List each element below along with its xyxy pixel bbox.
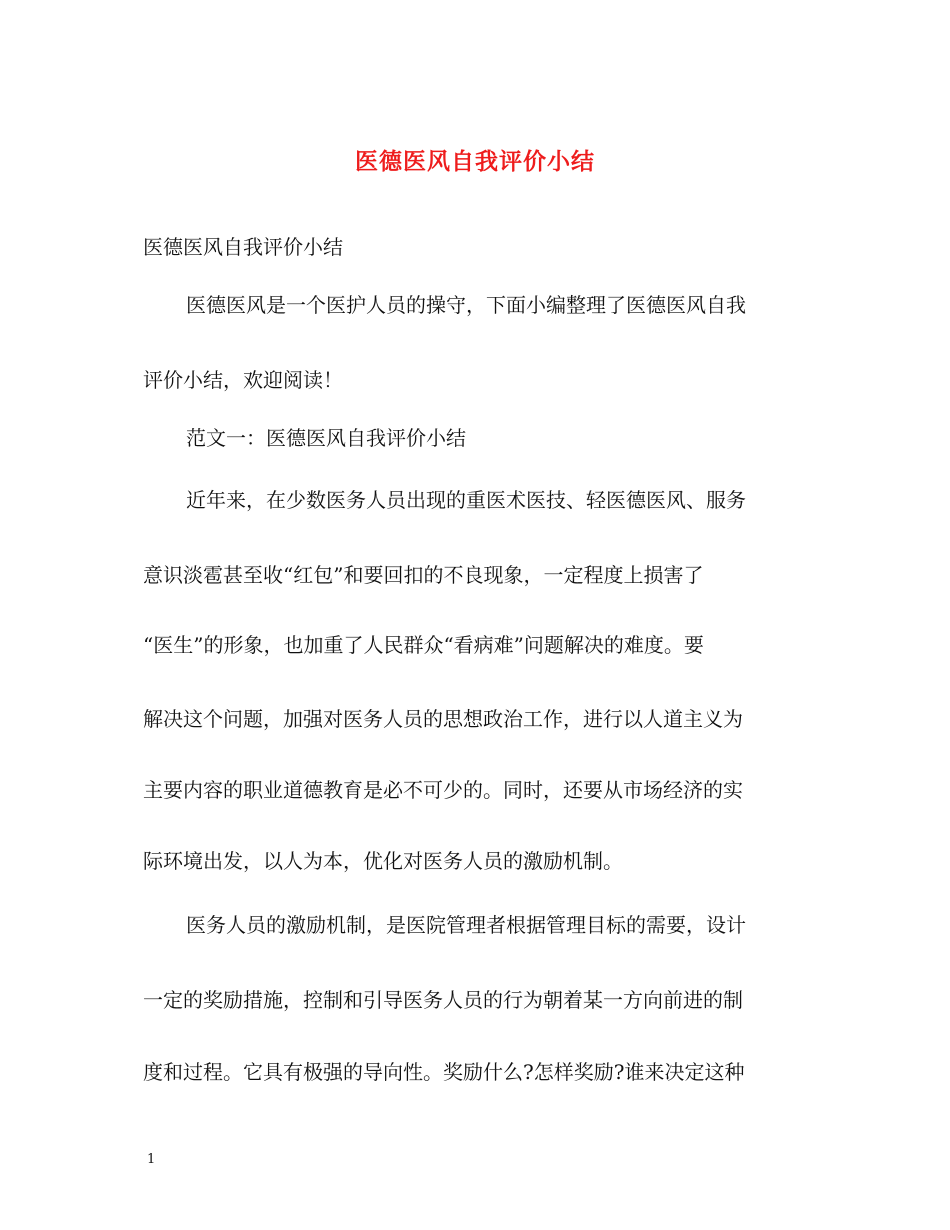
subtitle-line: 医德医风自我评价小结 [143,235,343,259]
document-title: 医德医风自我评价小结 [355,148,595,175]
paragraph-line: 度和过程。它具有极强的导向性。奖励什么?怎样奖励?谁来决定这种 [143,1060,745,1084]
paragraph-line: 主要内容的职业道德教育是必不可少的。同时，还要从市场经济的实 [143,778,743,802]
paragraph-line: 医德医风是一个医护人员的操守，下面小编整理了医德医风自我 [186,293,746,317]
paragraph-line: 评价小结，欢迎阅读！ [143,368,343,392]
section-heading-line: 范文一：医德医风自我评价小结 [186,426,466,450]
paragraph-line: 医务人员的激励机制，是医院管理者根据管理目标的需要，设计 [186,913,746,937]
paragraph-line: “医生”的形象，也加重了人民群众“看病难”问题解决的难度。要 [143,633,704,657]
paragraph-line: 解决这个问题，加强对医务人员的思想政治工作，进行以人道主义为 [143,707,743,731]
paragraph-line: 近年来，在少数医务人员出现的重医术医技、轻医德医风、服务 [186,488,746,512]
paragraph-line: 际环境出发，以人为本，优化对医务人员的激励机制。 [143,849,623,873]
paragraph-line: 意识淡雹甚至收“红包”和要回扣的不良现象，一定程度上损害了 [143,563,704,587]
paragraph-line: 一定的奖励措施，控制和引导医务人员的行为朝着某一方向前进的制 [143,988,743,1012]
page-number: 1 [147,1152,156,1167]
